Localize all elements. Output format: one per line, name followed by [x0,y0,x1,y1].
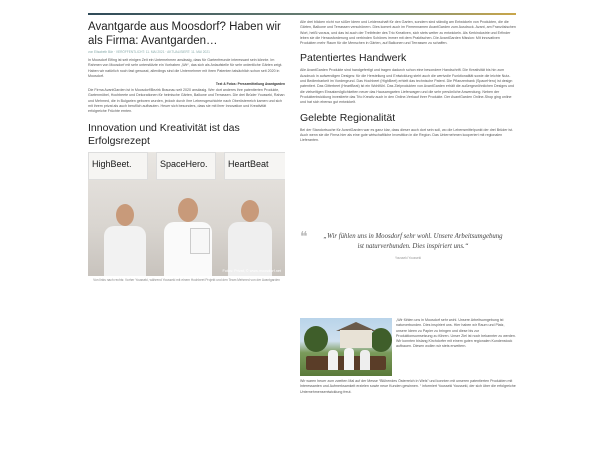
quote-text: „Wir fühlen uns in Moosdorf sehr wohl. Unsere Arbeitsumgebung ist naturverbunden. Dies inspiriert uns.“ [323,233,503,250]
banner-heartbeat: HeartBeat [224,152,285,180]
article-title: Avantgarde aus Moosdorf? Haben wir als Firma: Avantgarden… [88,21,281,47]
section-heading-regionalitaet: Gelebte Regionalität [300,111,396,124]
header-accent-bar [88,13,516,15]
banner-highbeet: HighBeet. [88,152,148,180]
article-meta[interactable]: von Elisabeth Bär · VERÖFFENTLICHT: 11. MAI 2021 · AKTUALISIERT: 11. MAI 2021 [88,50,210,54]
press-credit: Text & Fotos: Pressemitteilung Avantgarden [215,82,285,87]
person-right [226,186,274,276]
banner-spacehero: SpaceHero. [156,152,216,180]
closing-paragraph: Wir waren heuer zum zweiten Mal auf der Messe “Blühendes Österreich in Wels” und konnten mit unseren patentierten Produkten mit Interessanten und Aufmerksamkeit erzielen sowie neue Kunden gewinnen. “ informiert Yousseki Yousseki, der sich über die erfolgreiche Unternehmensentwicklung freut. [300,379,516,394]
person-left [102,188,148,276]
photo-credit: Fotos: Privat, © www.moosdorf.net [222,268,281,273]
photo-caption: Von links nach rechts: Vorher Yousseki, während Yousseki mit einem Hochbeet Projekt und den Team Mehmed von der Avantgarden [93,277,280,282]
company-paragraph: Die Firma AvantGarden ist in Moosdorf/Bezirk Braunau seit 2020 ansässig. Wer dort anderes ihre patentierten Produkte, Gartenmöbel, Hochbeete und Dekorationen für heimische Gärten, Balkone und Terrassen. Die drei Brüder Yousseki, Rahan und Mehmed, die in Bulgarien geboren wurden, jedoch durch ihre Lebensgeschichte nach Oberösterreich kamen und sich mit ihrem privat als auch beruflich aufbauten. Heuer sich besonders, dass sie mit ihrer Innovation und Kreativität erfolgreiche Früchte ernten. [88,88,285,114]
section-heading-handwerk: Patentiertes Handwerk [300,52,407,65]
mission-paragraph: Alle drei blicken nicht nur süßer Ideen und Leidenschaft für den Garten, sondern sind ständig am Entwickeln von Produkten, die die Gärten, Balkone und Terrassen verschönern. Dies kommt auch im Firmennamen AvantGarden zum Ausdruck. Avant, am Französischen Wort, heißt voraus, und das ist auch der Treibfeder des Trio Kreativen, sich stets weiter zu entwickeln. Als Kerkindustrie und Erfinder leben sie die Herausforderung und verbinden Schönes immer mit dem Praktischen. Die AvantGarden Mission: Mit innovativen Produkten mehr Raum für die Menschen in Gärten, auf Balkonen und Terrassen zu schaffen. [300,20,516,46]
garden-photo [300,318,392,376]
pull-quote [300,232,516,260]
aside-paragraph: „Wir fühlen uns in Moosdorf sehr wohl. Unsere Arbeitsumgebung ist naturverbunden. Dies inspiriert uns. Hier haben wir Raum und Platz, unsere Ideen zu Papier zu bringen und diese bis zur Produktionsumsetzung zu führen. Unser Ziel ist noch bekannter zu werden. Wir konnten bislang Kirchdorfer mit einem guten regionalen Kundenstock aufbauen. Diesen wollen wir stets erweitern. [396,318,516,349]
regional-paragraph: Bei der Standortsuche für AvantGarden war es ganz klar, dass dieser auch dort sein soll, wo die Lebensmittelpunkt der drei Brüder ist. Auch wenn sie die Firma hier als eine gute wirtschaftliche Investition in die Region. Das Unternehmen kooperiert mit regionalen Lieferanten. [300,127,514,143]
section-heading-innovation: Innovation und Kreativität ist das Erfolgsrezept [88,121,240,147]
quote-mark-icon: ❝ [300,230,308,245]
intro-paragraph: In Moosdorf Eifing ist seit einigen Zeit ein Unternehmen ansässig, dass für Gartenfreunde interessant sein könnte. Im Rahmen von Moosdorf mit sehr unterstützte ein Vorhaben „Wir“, das sich als Anlaufstelle für sehr ordentliche Gärten zeigt. Haben wir natürlich noch fast gewusst, allerdings sind die Unternehmer mit ihren Patenten tatsächlich schon seit 2020 in Moosdorf. [88,58,283,78]
handwerk-paragraph: Alle AvantGarden Produkte sind handgefertigt und tragen dadurch schon eine besondere Handschrift. Die Kreativität bis hin zum Ausdruck in aufwendigen Designs: für die Herstellung und Entwicklung steht auch die wertvolle Funktionalität sowie die leichte Nutz- und Bedienbarkeit im Vordergrund. Das Hochbeet (HighBeet) erhielt das technische Patent. Die Pflanzenbank (SpaceHero) ist design patentiert. Das Gitterbeet (HeartBeat) ist ein Wohlfühl. Das Zielprodukten von AvantGarden erhält die außergewöhnlichen Designs und die vielseitigen Einsatzmöglichkeiten neuer das Hausamgarten Lieferwagen und die sehr persönliche Anwendung. Neben der Produktentwicklung investierte das Trio Kreativ auch in den Online-Verkauf ihrer Produkte. Der AvantGarden Online-Shop ging online und hat sich ebenso gut entwickelt. [300,68,515,105]
right-column [300,20,516,143]
team-photo [88,152,285,276]
quote-author: Yousseki Yousseki [394,256,422,260]
person-center [162,184,214,276]
left-column [88,20,285,282]
